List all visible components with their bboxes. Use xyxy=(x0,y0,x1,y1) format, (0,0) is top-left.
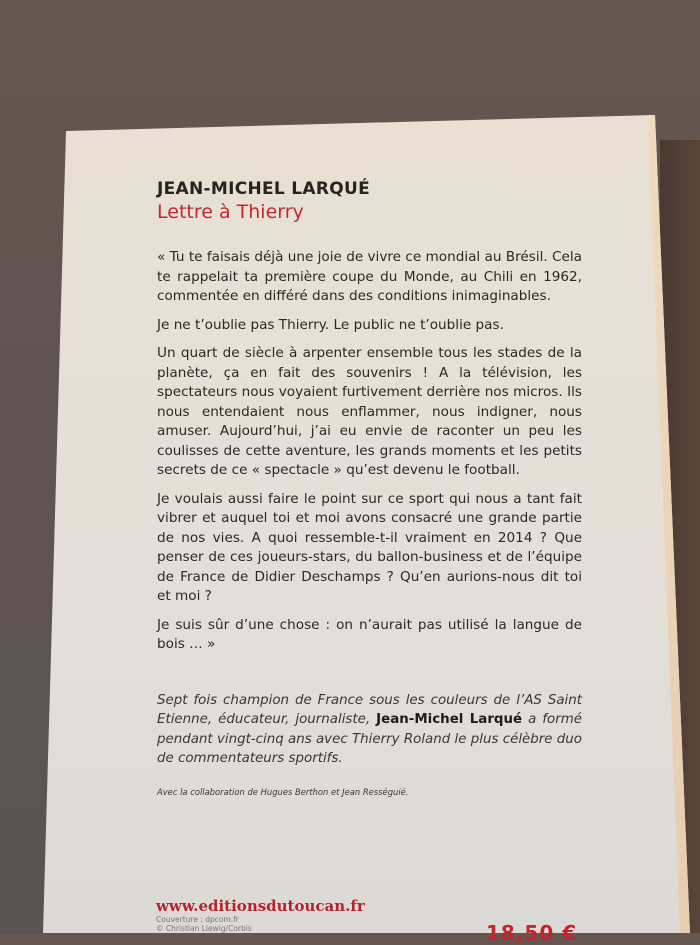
cover-credits xyxy=(156,915,252,933)
bio-text: a formé pendant vingt-cinq ans avec Thierry Roland le plus célèbre duo de commentateurs sportifs. xyxy=(157,712,582,766)
blurb-paragraph: Je suis sûr d’une chose : on n’aurait pas utilisé la langue de bois … » xyxy=(157,616,582,652)
price: 18,50 € xyxy=(486,921,578,945)
photo-credit: © Christian Liewig/Corbis xyxy=(156,924,252,933)
bio-text: Sept fois champion de France sous les couleurs de l’AS Saint Etienne, éducateur, journaliste, xyxy=(157,692,582,727)
back-cover-text xyxy=(157,178,582,797)
author-name: JEAN-MICHEL LARQUÉ xyxy=(157,179,371,199)
cover-design-credit: Couverture : dpcom.fr xyxy=(156,915,239,924)
blurb-paragraph: Je ne t’oublie pas Thierry. Le public ne t’oublie pas. xyxy=(157,316,504,333)
publisher-website: www.editionsdutoucan.fr xyxy=(156,897,365,915)
blurb-paragraph: « Tu te faisais déjà une joie de vivre ce mondial au Brésil. Cela te rappelait ta première coupe du Monde, au Chili en 1962, commentée en différé dans des conditions inimaginables. xyxy=(157,249,583,304)
collaboration-credit: Avec la collaboration de Hugues Berthon et Jean Rességuié. xyxy=(157,786,409,797)
author-bio xyxy=(157,691,582,769)
bio-author-name: Jean-Michel Larqué xyxy=(376,712,523,727)
blurb-paragraph: Un quart de siècle à arpenter ensemble tous les stades de la planète, ça en fait des souvenirs ! A la télévision, les spectateurs nous voyaient furtivement derrière nos micros. Ils nous entendaient nous enflammer, nous indigner, nous amuser. Aujourd’hui, j’ai eu envie de raconter un peu les coulisses de cette aventure, les grands moments et les petits secrets de ce « spectacle » qu’est devenu le football. xyxy=(157,345,582,478)
book-title: Lettre à Thierry xyxy=(157,201,304,223)
blurb-paragraph: Je voulais aussi faire le point sur ce sport qui nous a tant fait vibrer et auquel toi et moi avons consacré une grande partie de nos vies. A quoi ressemble-t-il vraiment en 2014 ? Que penser de ces joueurs-stars, du ballon-business et de l’équipe de France de Didier Deschamps ? Qu’en aurions-nous dit toi et moi ? xyxy=(157,490,582,604)
blurb xyxy=(157,248,582,655)
